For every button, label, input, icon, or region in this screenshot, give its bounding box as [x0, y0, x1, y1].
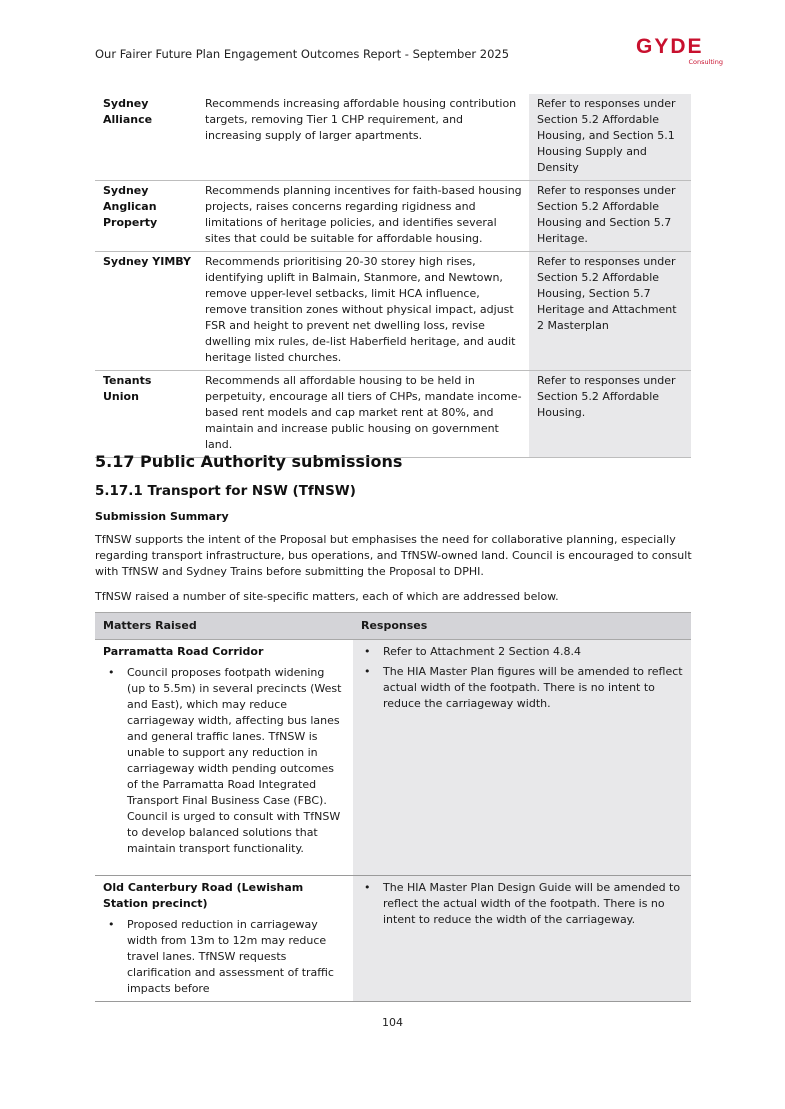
org-name: Sydney Anglican Property [95, 181, 197, 252]
table-row [95, 181, 691, 252]
org-name: Sydney Alliance [95, 94, 197, 181]
section-heading: 5.17 Public Authority submissions [95, 452, 403, 471]
table-row [95, 640, 691, 876]
matters-intro-paragraph: TfNSW raised a number of site-specific matters, each of which are addressed below. [95, 590, 559, 603]
matter-bullet: • Proposed reduction in carriageway width from 13m to 12m may reduce travel lanes. TfNSW requests clarification and assessment of traffic impacts before [103, 917, 345, 997]
summary-paragraph: TfNSW supports the intent of the Proposal but emphasises the need for collaborative planning, especially regarding transport infrastructure, bus operations, and TfNSW-owned land. Council is encouraged to consult with TfNSW and Sydney Trains before submitting the Proposal to DPHI. [95, 533, 692, 578]
logo-subtitle: Consulting [688, 58, 723, 66]
response-bullet: • The HIA Master Plan Design Guide will be amended to reflect the actual width of the footpath. There is no intent to reduce the width of the carriageway. [359, 880, 683, 928]
org-response: Refer to responses under Section 5.2 Affordable Housing, and Section 5.1 Housing Supply and Density [529, 94, 691, 181]
table-row [95, 94, 691, 181]
response-bullet: • The HIA Master Plan figures will be amended to reflect actual width of the footpath. There is no intent to reduce the carriageway width. [359, 664, 683, 712]
table-row [95, 252, 691, 371]
col-header-responses: Responses [353, 613, 691, 640]
response-cell [353, 876, 691, 1002]
report-header-title: Our Fairer Future Plan Engagement Outcomes Report - September 2025 [95, 47, 510, 61]
summary-label: Submission Summary [95, 510, 229, 523]
response-bullet: • Refer to Attachment 2 Section 4.8.4 [359, 644, 683, 660]
org-response: Refer to responses under Section 5.2 Affordable Housing, Section 5.7 Heritage and Attachment 2 Masterplan [529, 252, 691, 371]
matter-title: Parramatta Road Corridor [103, 645, 264, 658]
matter-cell [95, 876, 353, 1002]
org-response: Refer to responses under Section 5.2 Affordable Housing. [529, 371, 691, 458]
org-description: Recommends increasing affordable housing contribution targets, removing Tier 1 CHP requirement, and increasing supply of larger apartments. [197, 94, 529, 181]
matter-cell [95, 640, 353, 876]
gyde-logo [636, 36, 726, 70]
subsection-heading: 5.17.1 Transport for NSW (TfNSW) [95, 483, 356, 499]
stakeholder-submissions-table [95, 94, 691, 458]
org-response: Refer to responses under Section 5.2 Affordable Housing and Section 5.7 Heritage. [529, 181, 691, 252]
logo-wordmark: GYDE [636, 35, 704, 58]
org-description: Recommends all affordable housing to be held in perpetuity, encourage all tiers of CHPs, mandate income-based rent models and cap market rent at 80%, and maintain and increase public housing on government land. [197, 371, 529, 458]
org-name: Tenants Union [95, 371, 197, 458]
matter-title: Old Canterbury Road (Lewisham Station precinct) [103, 881, 304, 910]
org-description: Recommends prioritising 20-30 storey high rises, identifying uplift in Balmain, Stanmore, and Newtown, remove upper-level setbacks, limit HCA influence, remove transition zones without physical impact, adjust FSR and height to prevent net dwelling loss, revise dwelling mix rules, de-list Haberfield heritage, and audit heritage listed churches. [197, 252, 529, 371]
org-name: Sydney YIMBY [95, 252, 197, 371]
org-description: Recommends planning incentives for faith-based housing projects, raises concerns regarding rigidness and limitations of heritage policies, and identifies several sites that could be suitable for affordable housing. [197, 181, 529, 252]
table-header-row [95, 613, 691, 640]
table-row [95, 876, 691, 1002]
page-number: 104 [382, 1016, 403, 1029]
col-header-matters: Matters Raised [95, 613, 353, 640]
matter-bullet: • Council proposes footpath widening (up to 5.5m) in several precincts (West and East), which may reduce carriageway width, affecting bus lanes and general traffic lanes. TfNSW is unable to support any reduction in carriageway width pending outcomes of the Parramatta Road Integrated Transport Final Business Case (FBC). Council is urged to consult with TfNSW to develop balanced solutions that maintain transport functionality. [103, 665, 345, 857]
response-cell [353, 640, 691, 876]
table-row [95, 371, 691, 458]
matters-responses-table [95, 612, 691, 1002]
